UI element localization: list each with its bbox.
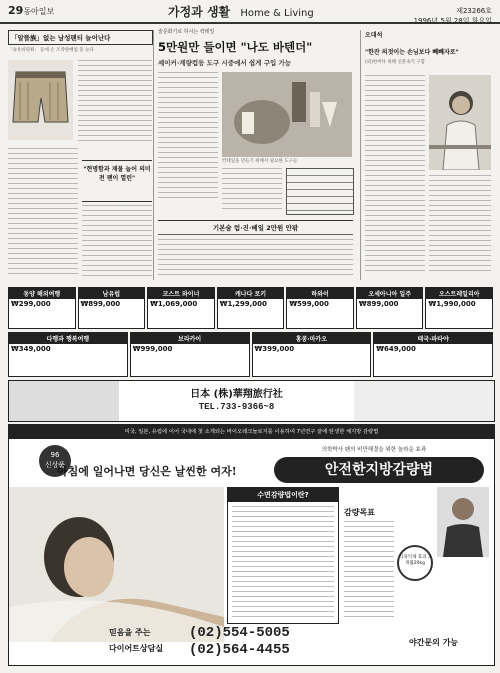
travel-ad[interactable]: 다행과 행복여행 ₩349,000 bbox=[8, 332, 128, 377]
page-header bbox=[0, 0, 500, 24]
new-product-badge: 96 신상품 bbox=[39, 445, 71, 477]
travel-ad[interactable]: 남유럽 ₩899,000 bbox=[78, 287, 146, 329]
page-number: 29동아일보 bbox=[8, 4, 55, 17]
cocktail-tools-photo bbox=[222, 72, 352, 157]
method-box bbox=[227, 487, 339, 624]
left-article bbox=[8, 30, 154, 280]
section-title: 가정과 생활 Home & Living bbox=[168, 5, 314, 19]
photo-caption: 칵테일을 만들기 위해서 필요한 도구들 bbox=[222, 159, 298, 164]
travel-ad[interactable]: 보라카이 ₩999,000 bbox=[130, 332, 250, 377]
stamp-seal: 식욕억제 효과 3개월20kg bbox=[397, 545, 433, 581]
travel-ad[interactable]: 오스트레일리아 ₩1,990,000 bbox=[425, 287, 493, 329]
diet-headline-right: 안전한지방감량법 bbox=[274, 457, 484, 483]
center-article-text-1 bbox=[158, 72, 218, 202]
goal-title: 감량목표 bbox=[344, 508, 375, 517]
left-article-title: 「알뜰族」없는 남성팬티 늘어난다 bbox=[8, 30, 153, 45]
center-article-title: 5만원만 들이면 "나도 바텐더" bbox=[158, 39, 313, 54]
travel-ad[interactable]: 홍콩·마카오 ₩399,000 bbox=[252, 332, 372, 377]
boxer-shorts-image bbox=[8, 60, 73, 140]
pull-quote bbox=[82, 160, 152, 202]
travel-ad[interactable]: 오세아니아 일주 ₩899,000 bbox=[356, 287, 424, 329]
contact-strip bbox=[109, 625, 489, 661]
agency-name: 日本 (株)華翔旅行社 bbox=[190, 389, 283, 400]
price-table bbox=[286, 168, 354, 215]
agency-ad[interactable] bbox=[8, 380, 495, 422]
center-article-subtitle: 셰이커·계량컵등 도구 시중에서 쉽게 구입 가능 bbox=[158, 58, 292, 67]
method-box-text bbox=[232, 506, 334, 621]
agency-phone: TEL.733-9366~8 bbox=[198, 402, 275, 412]
center-subhead: 기본술 럼·진·베일 2만원 안팎 bbox=[158, 220, 353, 235]
doctor-photo bbox=[437, 487, 489, 557]
method-box-title: 수면감량법이란? bbox=[228, 488, 338, 502]
travel-ads-row-2 bbox=[8, 332, 493, 377]
cocktail-tools-image bbox=[222, 72, 352, 157]
model-photo bbox=[9, 487, 224, 642]
center-article-text-3 bbox=[158, 234, 353, 279]
right-article-note: (외)한버다 위해 신분속기 구함 bbox=[365, 60, 425, 65]
night-inquiry: 야간문의 가능 bbox=[409, 638, 459, 647]
left-article-text-1 bbox=[78, 60, 152, 145]
right-article-text-1 bbox=[365, 75, 425, 275]
doctor-image bbox=[437, 487, 489, 557]
goal-text bbox=[344, 521, 394, 621]
left-article-subtitle: 「속옷바꿔줘」 등에 손 조작판매업 등 늘다 bbox=[8, 48, 94, 53]
diet-ad bbox=[8, 424, 495, 666]
travel-ad[interactable]: 캐나다 로키 ₩1,299,000 bbox=[217, 287, 285, 329]
travel-ad[interactable]: 코스트 와이너 ₩1,069,000 bbox=[147, 287, 215, 329]
travel-ads-row-1 bbox=[8, 287, 493, 329]
left-article-text-3 bbox=[82, 205, 152, 278]
sleeping-woman-image bbox=[9, 487, 224, 642]
right-article-subtitle: "한잔 의젓이는 손님보다 빼빼자로" bbox=[365, 49, 459, 56]
center-article bbox=[158, 30, 353, 280]
travel-ad[interactable]: 동양 해외여행 ₩299,000 bbox=[8, 287, 76, 329]
contact-label-2: 다이어트상담실 bbox=[109, 644, 164, 653]
hotel-photo bbox=[9, 381, 119, 421]
bartender-photo bbox=[429, 75, 491, 170]
right-byline: 오대석 bbox=[365, 32, 383, 39]
diet-ad-lead: 의학박사 팬의 비만해결을 위한 놀라운 효과 bbox=[321, 447, 427, 453]
phone-1[interactable]: (02)554-5005 bbox=[189, 625, 290, 641]
contact-label-1: 믿음을 주는 bbox=[109, 628, 151, 637]
pull-quote-text: "현명함과 재물 늘어 의미전 팬이 열린" bbox=[83, 166, 151, 182]
center-article-text-2 bbox=[222, 168, 282, 213]
travel-ad[interactable]: 하와이 ₩599,000 bbox=[286, 287, 354, 329]
underwear-photo bbox=[8, 60, 73, 140]
left-article-text-2 bbox=[8, 148, 78, 278]
right-article bbox=[360, 30, 493, 280]
center-kicker: 술문화기로 하시는 칵테일 bbox=[158, 29, 215, 35]
bartender-image bbox=[429, 75, 491, 170]
right-article-text-2 bbox=[429, 175, 491, 275]
issue-date: 제23266호 1996년 5월 28일 화요일 bbox=[413, 7, 492, 25]
phone-2[interactable]: (02)564-4455 bbox=[189, 642, 290, 658]
travel-ad[interactable]: 태국·파타야 ₩649,000 bbox=[373, 332, 493, 377]
diet-headline-left: 아침에 일어나면 당신은 날씬한 여자! bbox=[57, 465, 237, 478]
agency-info-panel bbox=[354, 381, 494, 421]
diet-ad-banner: 미국, 일본, 유럽에 이어 국내에 첫 소개되는 바이오테크놀로지를 이용하여 7년연구 끝에 탄생한 체지방 감량법 bbox=[9, 425, 494, 439]
